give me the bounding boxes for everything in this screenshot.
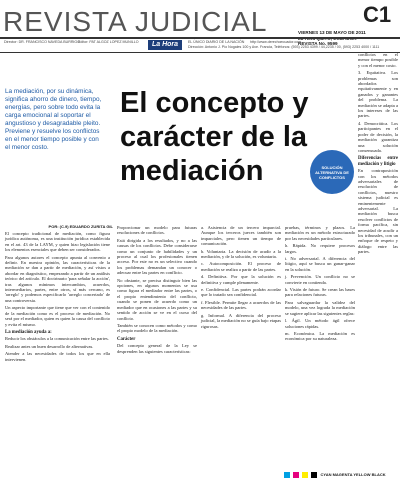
top-rule [0,37,400,39]
header-divider [0,52,400,53]
list-item: a. Asistencia de un tercero imparcial. Aunque los terceros jueces también son imparciales, pero tienen un tiempo de comunicación. [201,225,281,247]
list-item: j. Prevención. Un conflicto no se convierte en contienda. [285,274,355,285]
list-item: l. Ágil. Un método ágil ofrece soluciones rápidas. [285,318,355,329]
paragraph: No obstante, se precisa distinguir bien las opciones, en algunos momentos se usa como figura el mediador entre las partes, o el propio entendimiento del conflicto, cuando se ponen de acuerdo como un mediador que en ocasiones a las partes y su sentido de acción se ve en el curso del conflicto. [117,277,197,321]
list-item: b. Voluntaria. La decisión de acudir a la mediación, y de la solución, es voluntaria. [201,248,281,260]
paragraph: Del concepto general de la Ley se desprenden las siguientes características: [117,343,197,354]
list-item: Reducir los obstáculos a la comunicación entre las partes. [5,336,109,342]
column-4 [285,225,355,344]
list-item: h. Rápida. No requiere procesos largos. [285,243,355,254]
cyan-swatch [284,472,290,478]
paragraph: Un aspecto importante que tiene que ver con el contenido de la mediación como es el proceso de mediación. No será por el mediador, quien es quien la causa del conflicto y evita el mismo. [5,305,110,327]
list-item: d. Definitiva. Por que la solución es definitiva y cumple plenamente. [201,274,281,285]
magenta-swatch [293,472,299,478]
website: http://www.derechoecuador.com [250,40,302,44]
list-item: Realizar antes un buen desarrollo de alternativas. [5,343,94,349]
list-item: m. Económica. La mediación es económica por su naturaleza. [285,330,355,342]
masthead-title: REVISTA JUDICIAL [3,6,268,37]
la-hora-logo: La Hora [148,40,182,50]
paragraph: El concepto tradicional de mediación, como figura jurídica autónoma, es una institución jurídica establecida en el art. 43 de la LAYM, y quien hizo legislación tiene los elementos esenciales que deben ser considerados. [5,231,110,253]
list-item: Atender a las necesidades de todos los que en ella intervienen. [5,351,110,362]
list-item: f. Flexible. Permite llegar a acuerdos de las necesidades de las partes. [201,299,281,311]
paragraph: Para algunos autores el concepto apunta al convenio a definir. En nuestra opinión, las características de la mediación se dan a partir de mediación, y así vistos a abordar en diagnóstico, empezando a partir de un análisis teórico del artículo. El doctrinario 'para señalar la acción', tras algunos mínimos intercambios, acuerdos, intermediarios, partes, entre otros, sí más cercano, es 'arreglo' y podemos especificarlo 'arreglo concertado' de una controversia. [5,254,110,303]
list-item: k. Visión de futuro. Se crean las bases para relaciones futuras. [285,287,355,298]
topic-badge: SOLUCIÓN ALTERNATIVA DE CONFLICTOS [310,150,354,194]
paragraph: En contraposición con los métodos adversariales de resolución de conflictos, nuestro sistema judicial es eminentemente adversarial. La mediación busca resolver conflictos de forma pacífica, sin necesidad de acudir a los tribunales, con un enfoque de respeto y diálogo entre las partes. [358,168,398,255]
address: Dirección: Antonio J. Pío Nogales 100 y Ave. Francia, Teléfonos: (593) 2253 4399 / 44,2235 / 00, (593) 2253 4000 / 1111 [188,45,380,49]
paragraph: pruebas, términos y plazos. La mediación es un método estructurado por las necesidades particulares. [285,225,355,241]
list-item: 4. Democrática. Los participantes en el poder de decisión, la mediación garantiza una solución consensuada. [358,120,398,153]
black-swatch [311,472,317,478]
yellow-swatch [302,472,308,478]
list-item: e. Confidencial. Las partes podrán acordar que lo tratado sea confidencial. [201,287,281,298]
paragraph: conflictos en el menor tiempo posible y con el menor costo. [358,52,398,68]
paragraph: Para salvaguardar la validez del modelo, una vez lograda la mediación se sugiere aplicar las siguientes reglas: [285,299,355,316]
column-2 [117,225,197,356]
date-line-1: VIERNES 13 DE MAYO DE 2011 [298,30,366,35]
paragraph: Está dirigida a los resultados, y no a las causas de los conflictos. Debe considerarse como un conjunto de habilidades y un proceso al cual los profesionales tienen acceso. Por este no es un selectivo cuando los problemas demandan un conocer o adecuar entre las partes en conflicto. [117,237,197,276]
list-item: g. Informal. A diferencia del proceso judicial, la mediación no se guía bajo etapas rigurosas. [201,312,281,329]
list-item: 3. Equitativa. Los problemas son abordados equitativamente y en ganados y ganantes del problema. La mediación se adapta a los intereses de las partes. [358,70,398,119]
column-3 [201,225,281,331]
print-color-bar [284,470,400,480]
list-item: i. No adversarial. A diferencia del litigio, aquí se busca un ganar-ganar en la solución. [285,256,355,272]
subheading: Carácter [117,336,136,342]
paragraph: Proporcionar un modelo para futuras resoluciones de conflictos. [117,225,197,236]
article-intro: La mediación, por su dinámica, significa ahorro de dinero, tiempo, energías, pero sobre todo evita la carga emocional al soportar el angustioso y desagradable pleito. Previene y resuelve los conflictos en el menor tiempo posible y con el menor costo. [5,88,102,151]
color-bar-label: CYAN MAGENTA YELLOW BLACK [320,472,386,477]
paragraph: También se conocen como métodos y como el propio modelo de la mediación. [117,322,197,334]
editor-credit: Editor: PAT ALGOZ LOPEZ MUNILLO [78,40,139,44]
director-credit: Director: DR. FRANCISCO NAVEDA BURRIGO [4,40,81,44]
slogan: EL ÚNICO DIARIO DE LA NACIÓN [188,40,245,44]
column-5 [358,52,398,257]
article-headline: El concepto y carácter de la mediación [120,87,309,187]
column-1 [5,231,110,364]
credits-bar [0,40,400,50]
list-item: c. Autocomposición. El proceso de mediación se realiza a partir de las partes. [201,261,281,272]
byline: POR: (C.9) EDUARDO ZURITA GIL [48,224,113,229]
date-line-3: REVISTA No. 9599 [298,41,338,46]
subheading: La mediación ayuda a: [5,329,52,335]
subheading: Diferencias entre mediación y litigio [358,156,398,167]
section-label: C1 [362,2,392,27]
